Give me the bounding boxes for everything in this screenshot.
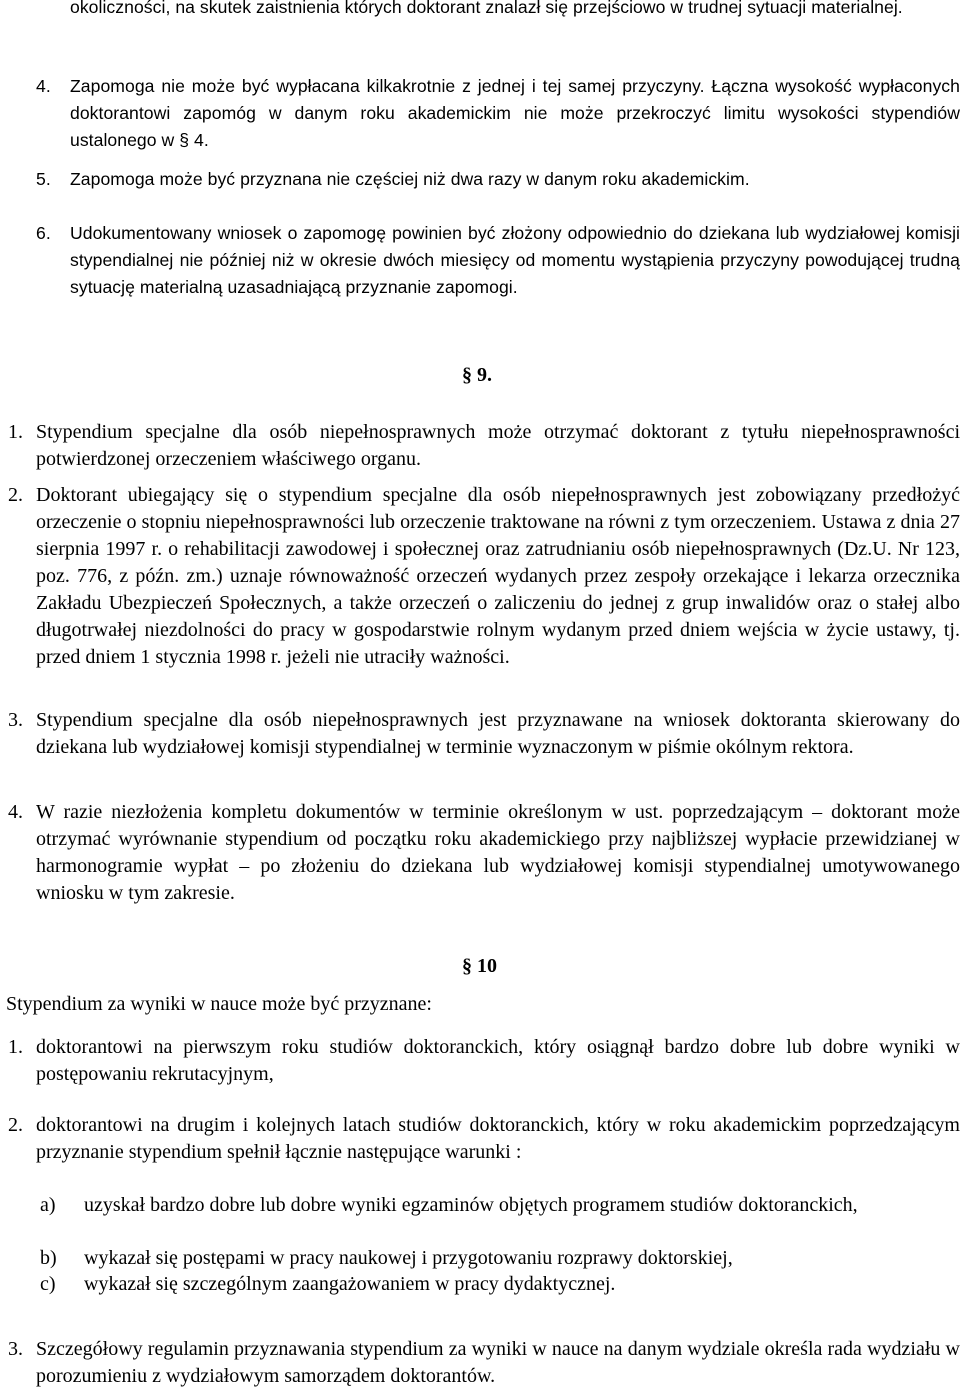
section-10-heading: § 10	[462, 955, 497, 977]
s10-subitem-b	[40, 1245, 960, 1272]
s9-item-2	[8, 482, 960, 671]
item-number: 6.	[36, 223, 51, 243]
list-item-5	[36, 166, 960, 193]
item-number: 4.	[36, 76, 51, 96]
item-text: doktorantowi na pierwszym roku studiów doktoranckich, który osiągnął bardzo dobre lub dobre wyniki w postępowaniu rekrutacyjnym,	[36, 1036, 960, 1085]
section-9-heading: § 9.	[462, 364, 492, 386]
s9-item-4	[8, 799, 960, 907]
item-text: Zapomoga może być przyznana nie częściej niż dwa razy w danym roku akademickim.	[70, 169, 750, 189]
s10-item-1	[8, 1034, 960, 1088]
item-text: Doktorant ubiegający się o stypendium specjalne dla osób niepełnosprawnych jest zobowiązany przedłożyć orzeczenie o stopniu niepełnosprawności lub orzeczenie traktowane na równi z tym orzeczeniem. Ustawa z dnia 27 sierpnia 1997 r. o rehabilitacji zawodowej i społecznej oraz zatrudnianiu osób niepełnosprawnych (Dz.U. Nr 123, poz. 776, z późn. zm.) uznaje równoważność orzeczeń wydanych przez zespoły orzekające i lekarza orzecznika Zakładu Ubezpieczeń Społecznych, a także orzeczeń o zaliczeniu do jednej z grup inwalidów oraz o stałej albo długotrwałej niezdolności do pracy w gospodarstwie rolnym wydanym przed dniem wejścia w życie ustawy, tj. przed dniem 1 stycznia 1998 r. jeżeli nie utraciły ważności.	[36, 484, 960, 668]
s9-item-1	[8, 419, 960, 473]
item-text: wykazał się postępami w pracy naukowej i przygotowaniu rozprawy doktorskiej,	[84, 1247, 733, 1269]
item-number: a)	[40, 1194, 56, 1216]
item-text: doktorantowi na drugim i kolejnych latach studiów doktoranckich, który w roku akademickim poprzedzającym przyznanie stypendium spełnił łącznie następujące warunki :	[36, 1114, 960, 1163]
s10-subitem-c	[40, 1271, 960, 1298]
item-number: 1.	[8, 421, 23, 443]
s10-item-3	[8, 1336, 960, 1390]
item-text: Zapomoga nie może być wypłacana kilkakrotnie z jednej i tej samej przyczyny. Łączna wysokość wypłaconych doktorantowi zapomóg w danym roku akademickim nie może przekroczyć limitu wysokości stypendiów ustalonego w § 4.	[70, 76, 960, 150]
continuation-text: okoliczności, na skutek zaistnienia których doktorant znalazł się przejściowo w trudnej sytuacji materialnej.	[70, 0, 903, 17]
item-text: uzyskał bardzo dobre lub dobre wyniki egzaminów objętych programem studiów doktoranckich,	[84, 1194, 858, 1216]
item-number: c)	[40, 1273, 56, 1295]
item-number: 3.	[8, 1338, 23, 1360]
item-number: 4.	[8, 801, 23, 823]
item-text: wykazał się szczególnym zaangażowaniem w pracy dydaktycznej.	[84, 1273, 616, 1295]
item-text: Szczegółowy regulamin przyznawania stypendium za wyniki w nauce na danym wydziale określa rada wydziału w porozumieniu z wydziałowym samorządem doktorantów.	[36, 1338, 960, 1387]
item-text: Stypendium specjalne dla osób niepełnosprawnych jest przyznawane na wniosek doktoranta skierowany do dziekana lub wydziałowej komisji stypendialnej w terminie wyznaczonym w piśmie okólnym rektora.	[36, 709, 960, 758]
item-text: Udokumentowany wniosek o zapomogę powinien być złożony odpowiednio do dziekana lub wydziałowej komisji stypendialnej nie później niż w okresie dwóch miesięcy od momentu wystąpienia przyczyny powodującej trudną sytuację materialną uzasadniającą przyznanie zapomogi.	[70, 223, 960, 297]
item-number: 1.	[8, 1036, 23, 1058]
item-number: b)	[40, 1247, 57, 1269]
item-number: 5.	[36, 169, 51, 189]
s9-item-3	[8, 707, 960, 761]
item-number: 2.	[8, 484, 23, 506]
list-item-4	[36, 73, 960, 154]
item-number: 2.	[8, 1114, 23, 1136]
item-text: W razie niezłożenia kompletu dokumentów w terminie określonym w ust. poprzedzającym – doktorant może otrzymać wyrównanie stypendium od początku roku akademickiego przy najbliższej wypłacie przewidzianej w harmonogramie wypłat – po złożeniu do dziekana lub wydziałowej komisji stypendialnej umotywowanego wniosku w tym zakresie.	[36, 801, 960, 904]
s10-item-2	[8, 1112, 960, 1166]
s10-intro: Stypendium za wyniki w nauce może być przyznane:	[6, 993, 432, 1015]
s10-subitem-a	[40, 1192, 960, 1219]
continuation-paragraph	[70, 0, 958, 21]
item-number: 3.	[8, 709, 23, 731]
item-text: Stypendium specjalne dla osób niepełnosprawnych może otrzymać doktorant z tytułu niepełnosprawności potwierdzonej orzeczeniem właściwego organu.	[36, 421, 960, 470]
list-item-6	[36, 220, 960, 301]
